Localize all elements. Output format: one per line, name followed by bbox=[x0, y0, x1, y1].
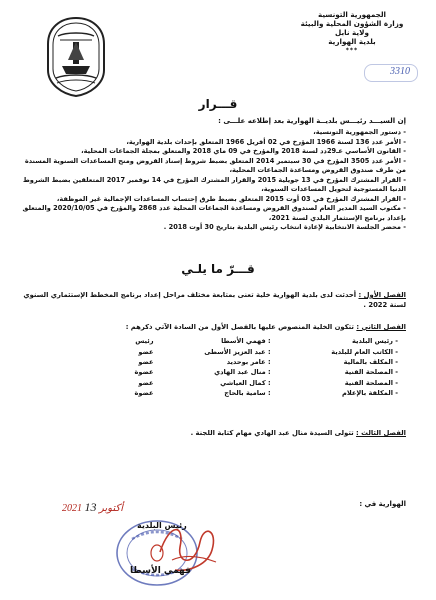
article-1 bbox=[21, 290, 406, 310]
member-role: - المكلفة بالإعلام bbox=[342, 389, 398, 398]
consideration-item: - القانون الأساسي عـ29دد لسنة 2018 والمؤرخ في 09 ماي 2018 والمتعلق بمجلة الجماعات المحلية، bbox=[81, 147, 406, 155]
date-day: 13 bbox=[84, 500, 97, 514]
member-name: : منال عبد الهادي bbox=[214, 368, 271, 377]
member-capacity: عضو bbox=[138, 378, 154, 387]
letterhead bbox=[282, 10, 422, 55]
member-row bbox=[100, 357, 400, 367]
article-3-label: الفصل الثالث : bbox=[356, 429, 406, 437]
governorate-name: ولاية نابل bbox=[335, 28, 369, 37]
article-2 bbox=[21, 322, 406, 332]
intro-line: إن السيـــد رئيـــس بلديــة الهوارية بعد إطلاعه علـــى : bbox=[218, 117, 406, 125]
date-year: 2021 bbox=[62, 503, 82, 514]
article-3-text: تتولى السيدة منال عبد الهادي مهام كتابة اللجنة . bbox=[190, 429, 354, 437]
signatory-name: فهمي الأسطا bbox=[130, 566, 191, 576]
municipality-name: بلدية الهوارية bbox=[328, 37, 376, 46]
ministry-name: وزارة الشؤون المحلية والبيئة bbox=[300, 19, 404, 28]
member-role: - المصلحة الفنية bbox=[344, 368, 398, 377]
consideration-item: - الأمر عدد 136 لسنة 1966 المؤرخ في 02 أفريل 1966 المتعلق بإحداث بلدية الهوارية، bbox=[126, 137, 406, 146]
members-table bbox=[100, 336, 400, 398]
member-name: : عامر بوحديد bbox=[226, 357, 271, 366]
article-1-label: الفصل الأول : bbox=[358, 291, 406, 299]
member-capacity: عضوة bbox=[134, 368, 154, 377]
member-role: - رئيس البلدية bbox=[351, 337, 398, 346]
country-name: الجمهورية التونسية bbox=[317, 10, 387, 19]
article-2-label: الفصل الثاني : bbox=[356, 323, 406, 331]
consideration-item: - محضر الجلسة الانتخابية لإعادة انتخاب رئيس البلدية بتاريخ 30 أوت 2018 . bbox=[163, 223, 406, 231]
reference-number: 3310 bbox=[390, 66, 410, 77]
considerations-list bbox=[21, 128, 406, 233]
document-title: قـــرار bbox=[198, 97, 238, 111]
place-label: الهوارية في : bbox=[359, 500, 406, 508]
member-role: - الكاتب العام للبلدية bbox=[331, 347, 398, 356]
consideration-item: - الأمر عدد 3505 المؤرخ في 30 سبتمبر 2014 المتعلق بضبط شروط إسناد القروض ومنح المساعدات السنوية المسندة من طرف صندوق القروض ومساعدة الجماعات المحلية، bbox=[24, 156, 406, 174]
member-capacity: رئيس bbox=[135, 337, 154, 346]
member-name: : عبد العزيز الأسطى bbox=[204, 347, 271, 356]
member-row bbox=[100, 388, 400, 398]
signatory-title: رئيس البلدية bbox=[137, 521, 187, 530]
member-role: - المكلف بالمالية bbox=[343, 357, 398, 366]
member-capacity: عضو bbox=[138, 347, 154, 356]
consideration-item: - دستور الجمهورية التونسية، bbox=[313, 128, 406, 136]
member-row bbox=[100, 346, 400, 356]
article-3 bbox=[21, 428, 406, 438]
article-2-text: تتكون الخلية المنصوص عليها بالفصل الأول من السادة الآتي ذكرهم : bbox=[125, 323, 354, 331]
member-capacity: عضو bbox=[138, 357, 154, 366]
municipal-emblem-icon bbox=[40, 14, 112, 98]
consideration-item: - القرار المشترك المؤرخ في 13 جويلية 2015 والقرار المشترك المؤرخ في 14 نوفمبر 2017 المتعلقين بضبط الشروط الدنيا المستوجبة لتحويل المساعدات السنوية، bbox=[22, 175, 406, 193]
member-name: : كمال العياشي bbox=[220, 378, 271, 387]
member-row bbox=[100, 367, 400, 377]
member-name: : سامية بالحاج bbox=[224, 389, 271, 398]
handwritten-date bbox=[62, 500, 123, 515]
member-row bbox=[100, 378, 400, 388]
member-role: - المصلحة الفنية bbox=[344, 378, 398, 387]
header-stars: *** bbox=[345, 47, 359, 54]
member-capacity: عضوة bbox=[134, 389, 154, 398]
member-row bbox=[100, 336, 400, 346]
date-month: أكتوبر bbox=[99, 503, 124, 514]
consideration-item: - مكتوب السيد المدير العام لصندوق القروض ومساعدة الجماعات المحلية عدد 2868 والمؤرخ في 2020/10/05 والمتعلق بإعداد برنامج الإستثمار البلدي لسنة 2021، bbox=[22, 204, 406, 222]
member-name: : فهمي الأسطا bbox=[221, 337, 271, 346]
consideration-item: - القرار المشترك المؤرخ في 03 أوت 2015 المتعلق بضبط طرق إحتساب المساعدات الإجمالية غير الموظفة، bbox=[56, 194, 406, 203]
article-1-text: أحدثت لدى بلدية الهوارية خلية تعنى بمتابعة مختلف مراحل إعداد برنامج المخطط الإستثماري السنوي لسنة 2022 . bbox=[23, 291, 406, 309]
decision-heading: قـــرّ ما يلـي bbox=[181, 262, 255, 276]
